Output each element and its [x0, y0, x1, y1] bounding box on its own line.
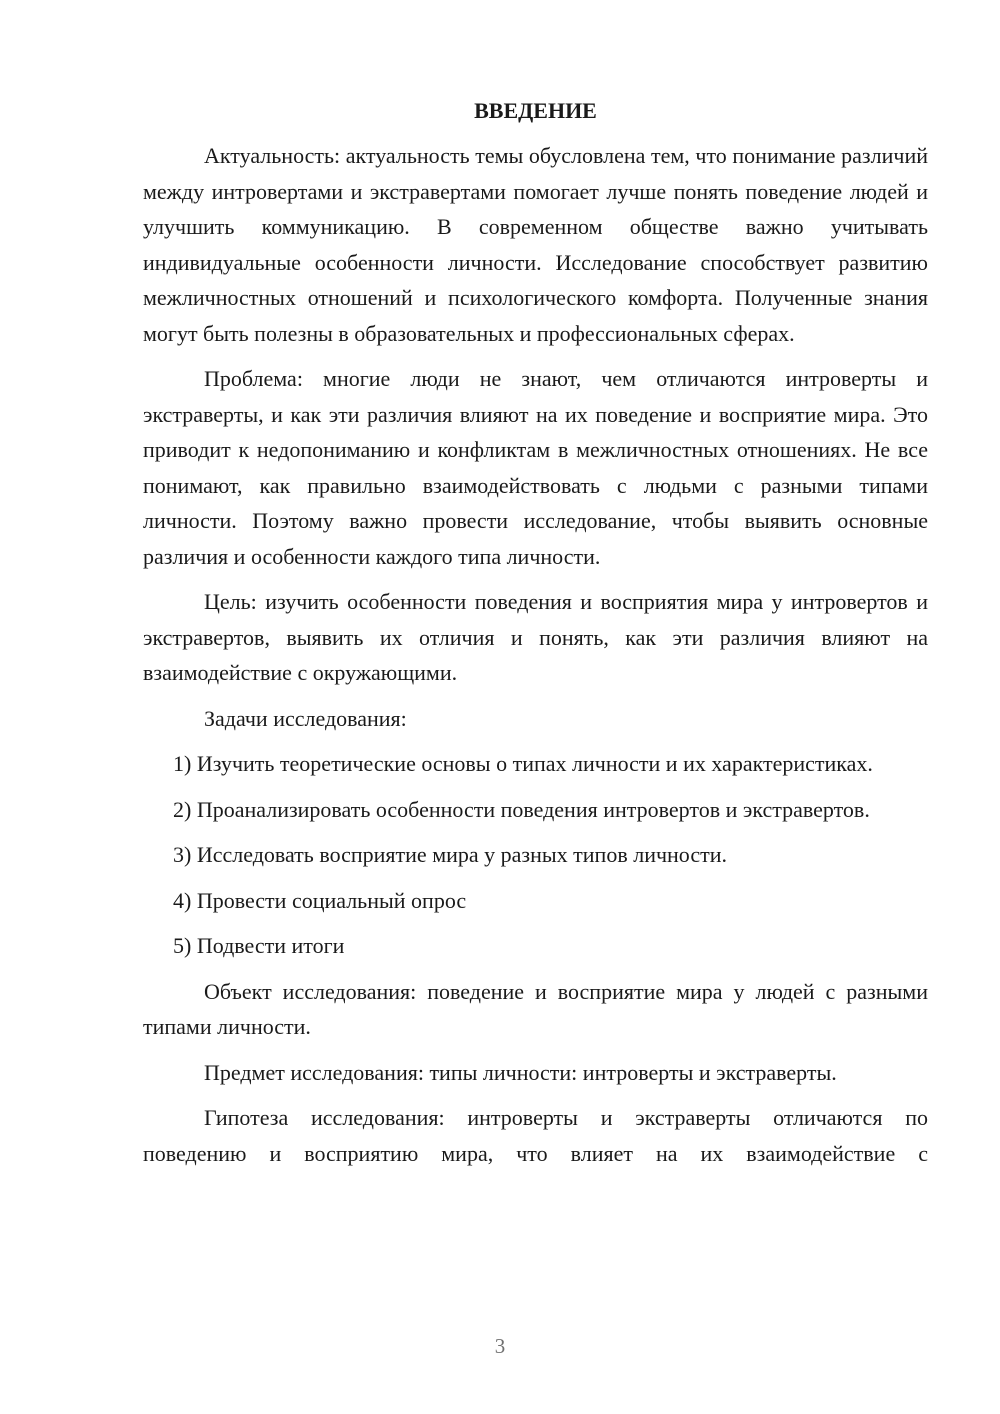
paragraph-subject: Предмет исследования: типы личности: интроверты и экстраверты.	[204, 1059, 837, 1085]
task-item-2: 2) Проанализировать особенности поведения интровертов и экстравертов.	[173, 796, 870, 822]
paragraph-object: Объект исследования: поведение и восприятие мира у людей с разными типами личности.	[143, 978, 928, 1039]
paragraph-relevance: Актуальность: актуальность темы обусловлена тем, что понимание различий между интровертами и экстравертами помогает лучше понять поведение людей и улучшить коммуникацию. В современном обществе важно учитывать индивидуальные особенности личности. Исследование способствует развитию межличностных отношений и психологического комфорта. Полученные знания могут быть полезны в образовательных и профессиональных сферах.	[143, 143, 928, 346]
page-number: 3	[494, 1334, 506, 1358]
paragraph-hypothesis: Гипотеза исследования: интроверты и экстраверты отличаются по поведению и восприятию мира, что влияет на их взаимодействие с	[143, 1105, 928, 1166]
task-item-4: 4) Провести социальный опрос	[173, 887, 467, 913]
paragraph-problem: Проблема: многие люди не знают, чем отличаются интроверты и экстраверты, и как эти различия влияют на их поведение и восприятие мира. Это приводит к недопониманию и конфликтам в межличностных отношениях. Не все понимают, как правильно взаимодействовать с людьми с разными типами личности. Поэтому важно провести исследование, чтобы выявить основные различия и особенности каждого типа личности.	[143, 366, 928, 569]
paragraph-tasks-title: Задачи исследования:	[204, 705, 407, 731]
section-heading: ВВЕДЕНИЕ	[474, 98, 597, 123]
task-item-5: 5) Подвести итоги	[173, 933, 345, 958]
task-item-3: 3) Исследовать восприятие мира у разных типов личности.	[173, 842, 728, 867]
page-content	[143, 96, 928, 1181]
task-item-1: 1) Изучить теоретические основы о типах личности и их характеристиках.	[173, 751, 873, 776]
paragraph-goal: Цель: изучить особенности поведения и восприятия мира у интровертов и экстравертов, выявить их отличия и понять, как эти различия влияют на взаимодействие с окружающими.	[143, 589, 928, 685]
